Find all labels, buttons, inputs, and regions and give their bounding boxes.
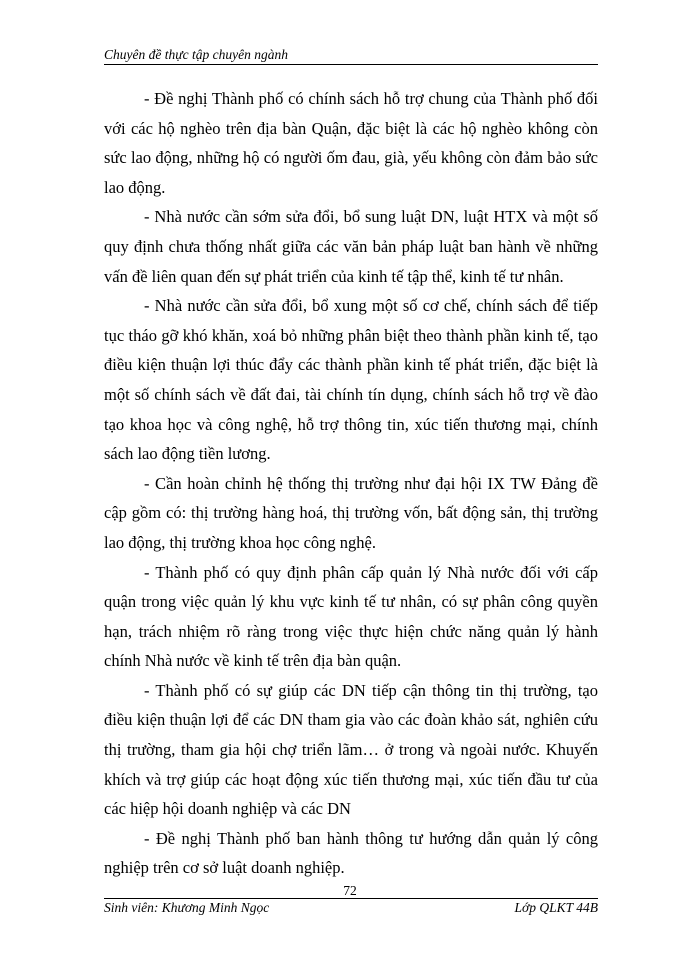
paragraph: - Thành phố có quy định phân cấp quản lý Nhà nước đối với cấp quận trong việc quản lý khu vực kinh tế tư nhân, có sự phân công quyền hạn, trách nhiệm rõ ràng trong việc thực hiện chức năng quản lý hành chính Nhà nước về kinh tế trên địa bàn quận. (104, 562, 598, 671)
paragraph: - Cần hoàn chỉnh hệ thống thị trường như đại hội IX TW Đảng đề cập gồm có: thị trường hàng hoá, thị trường vốn, bất động sản, thị trường lao động, thị trường khoa học công nghệ. (104, 473, 598, 552)
paragraph: - Nhà nước cần sớm sửa đổi, bổ sung luật DN, luật HTX và một số quy định chưa thống nhất giữa các văn bản pháp luật ban hành về những vấn đề liên quan đến sự phát triển của kinh tế tập thể, kinh tế tư nhân. (104, 207, 598, 286)
paragraph: - Đề nghị Thành phố có chính sách hỗ trợ chung của Thành phố đối với các hộ nghèo trên địa bàn Quận, đặc biệt là các hộ nghèo không còn sức lao động, những hộ có người ốm đau, già, yếu không còn đảm bảo sức lao động. (104, 89, 598, 197)
paragraph: - Thành phố có sự giúp các DN tiếp cận thông tin thị trường, tạo điều kiện thuận lợi để các DN tham gia vào các đoàn khảo sát, nghiên cứu thị trường, tham gia hội chợ triển lãm… ở trong và ngoài nước. Khuyến khích và trợ giúp các hoạt động xúc tiến thương mại, xúc tiến đầu tư của các hiệp hội doanh nghiệp và các DN (104, 680, 598, 819)
footer-student-name: Sinh viên: Khương Minh Ngọc (104, 900, 270, 915)
page-header-title: Chuyên đề thực tập chuyên ngành (104, 47, 288, 62)
footer-class: Lớp QLKT 44B (514, 900, 598, 915)
page-number: 72 (343, 883, 357, 898)
footer-divider (104, 898, 598, 899)
paragraph: - Nhà nước cần sửa đổi, bổ xung một số cơ chế, chính sách để tiếp tục tháo gỡ khó khăn, xoá bỏ những phân biệt theo thành phần kinh tế, tạo điều kiện thuận lợi thúc đẩy các thành phần kinh tế phát triển, đặc biệt là một số chính sách về đất đai, tài chính tín dụng, chính sách hỗ trợ về đào tạo khoa học và công nghệ, hỗ trợ thông tin, xúc tiến thương mại, chính sách lao động tiền lương. (104, 296, 598, 464)
header-divider (104, 64, 598, 65)
paragraph: - Đề nghị Thành phố ban hành thông tư hướng dẫn quản lý công nghiệp trên cơ sở luật doanh nghiệp. (104, 828, 598, 878)
document-body (104, 84, 598, 883)
